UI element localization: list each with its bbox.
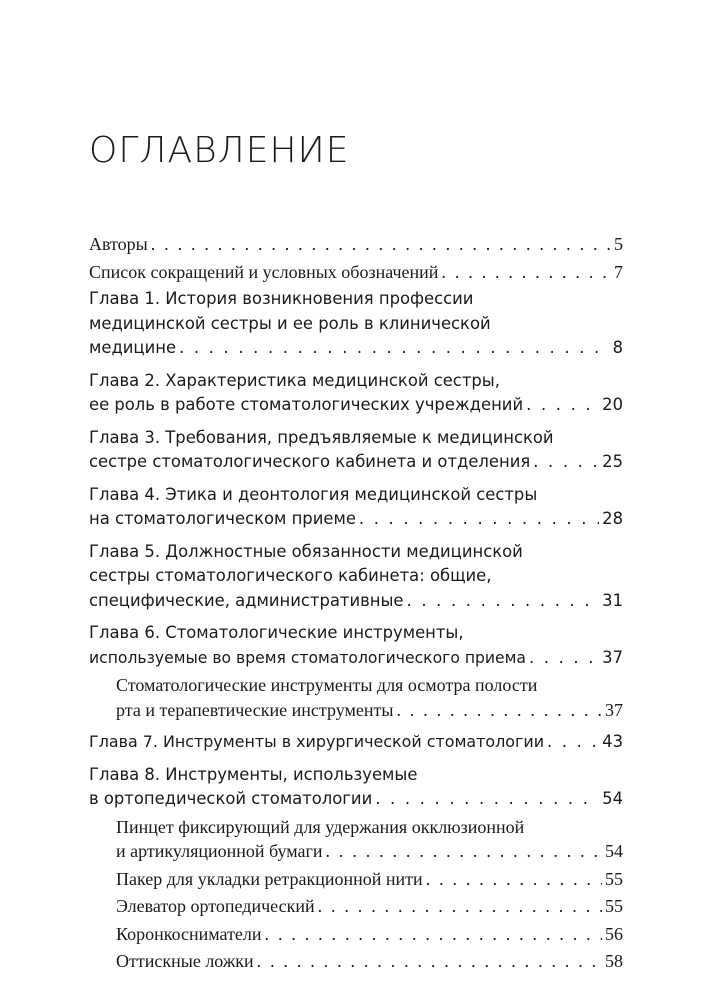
toc-entry-title-line: медицине xyxy=(89,338,177,357)
toc-page-number: 54 xyxy=(605,841,623,861)
toc-entry-title: Пакер для укладки ретракционной нити xyxy=(116,868,423,889)
toc-page-number: 55 xyxy=(605,896,623,916)
dot-leader xyxy=(265,922,602,947)
dot-leader xyxy=(257,949,602,974)
toc-entry-chapter-4[interactable] xyxy=(89,483,623,532)
toc-entry-chapter-6-section-1[interactable] xyxy=(89,673,623,722)
toc-entry-title: Список сокращений и условных обозначений xyxy=(89,261,439,282)
toc-entry-title: Коронкосниматели xyxy=(116,923,262,944)
toc-entry-chapter-8-section-2[interactable] xyxy=(89,867,623,892)
dot-leader xyxy=(547,730,599,755)
toc-page-number: 25 xyxy=(602,452,623,471)
dot-leader xyxy=(407,589,600,614)
toc-entry-abbreviations[interactable] xyxy=(89,260,623,285)
toc-entry-authors[interactable] xyxy=(89,232,623,257)
toc-entry-title: Авторы xyxy=(89,234,148,254)
dot-leader xyxy=(529,646,599,671)
toc-entry-title-line: Глава 7. Инструменты в хирургической стоматологии xyxy=(89,732,545,751)
toc-entry-title-line: Глава 3. Требования, предъявляемые к медицинской xyxy=(89,427,554,447)
toc-entry-title-line: Глава 5. Должностные обязанности медицинской xyxy=(89,541,523,561)
toc-entry-chapter-1[interactable] xyxy=(89,287,623,361)
dot-leader xyxy=(318,894,602,919)
toc-page-number: 31 xyxy=(602,590,623,610)
toc-entry-title-line: сестры стоматологического кабинета: общие, xyxy=(89,566,492,585)
toc-page-number: 43 xyxy=(602,732,623,751)
toc-entry-title-line: сестре стоматологического кабинета и отделения xyxy=(89,452,531,471)
toc-page-number: 56 xyxy=(605,923,623,944)
toc-entry-chapter-6[interactable] xyxy=(89,621,623,670)
toc-page-number: 28 xyxy=(602,509,623,528)
dot-leader xyxy=(426,867,602,892)
toc-entry-chapter-5[interactable] xyxy=(89,540,623,614)
dot-leader xyxy=(179,336,610,361)
toc-entry-chapter-3[interactable] xyxy=(89,426,623,475)
dot-leader xyxy=(375,787,599,812)
toc-page-number: 20 xyxy=(602,395,623,414)
toc-entry-chapter-8-section-3[interactable] xyxy=(89,894,623,919)
toc-entry-chapter-8[interactable] xyxy=(89,763,623,812)
toc-entry-title-line: Глава 6. Стоматологические инструменты, xyxy=(89,623,464,642)
toc-entry-title-line: медицинской сестры и ее роль в клинической xyxy=(89,313,491,333)
dot-leader xyxy=(326,839,602,864)
toc-entry-title-line: Пинцет фиксирующий для удержания окклюзионной xyxy=(116,816,525,837)
table-of-contents xyxy=(89,232,623,974)
toc-entry-title-line: и артикуляционной бумаги xyxy=(116,841,323,861)
dot-leader xyxy=(359,507,599,532)
toc-entry-title-line: Стоматологические инструменты для осмотра полости xyxy=(116,675,538,695)
dot-leader xyxy=(396,698,602,723)
toc-entry-chapter-8-section-5[interactable] xyxy=(89,949,623,974)
toc-page-number: 58 xyxy=(605,951,623,971)
dot-leader xyxy=(533,450,599,475)
toc-page-number: 7 xyxy=(614,261,623,282)
toc-entry-title: Элеватор ортопедический xyxy=(116,896,315,916)
page-title: ОГЛАВЛЕНИЕ xyxy=(89,130,350,171)
toc-page-number: 37 xyxy=(602,647,623,667)
toc-page-number: 55 xyxy=(605,868,623,889)
toc-entry-title-line: специфические, административные xyxy=(89,590,404,610)
toc-entry-title-line: рта и терапевтические инструменты xyxy=(116,699,394,720)
toc-entry-chapter-8-section-1[interactable] xyxy=(89,815,623,864)
toc-entry-title-line: на стоматологическом приеме xyxy=(89,509,356,528)
toc-page-number: 37 xyxy=(605,699,623,720)
dot-leader xyxy=(441,260,611,285)
toc-page-number: 5 xyxy=(614,234,623,254)
toc-entry-title-line: Глава 2. Характеристика медицинской сестры, xyxy=(89,370,500,390)
toc-entry-title-line: Глава 4. Этика и деонтология медицинской сестры xyxy=(89,484,538,504)
toc-entry-title-line: используемые во время стоматологического приема xyxy=(89,648,526,667)
toc-entry-chapter-8-section-4[interactable] xyxy=(89,922,623,947)
toc-page-number: 8 xyxy=(612,338,623,357)
dot-leader xyxy=(151,232,611,257)
toc-entry-title-line: Глава 8. Инструменты, используемые xyxy=(89,764,418,784)
toc-entry-title-line: в ортопедической стоматологии xyxy=(89,789,373,808)
toc-entry-title: Оттискные ложки xyxy=(116,951,254,971)
toc-entry-title-line: ее роль в работе стоматологических учреждений xyxy=(89,395,524,414)
toc-page-number: 54 xyxy=(602,789,623,808)
dot-leader xyxy=(526,393,599,418)
toc-entry-chapter-7[interactable] xyxy=(89,730,623,755)
toc-entry-chapter-2[interactable] xyxy=(89,369,623,418)
toc-entry-title-line: Глава 1. История возникновения профессии xyxy=(89,289,474,308)
